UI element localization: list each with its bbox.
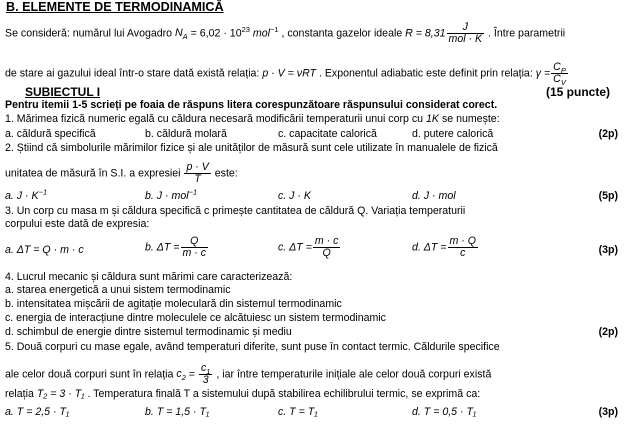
cv-sub: V — [560, 78, 566, 88]
q4-option-a[interactable]: a. starea energetică a unui sistem termodinamic — [5, 284, 231, 296]
q3-option-a[interactable]: a. ΔT = Q · m · c — [5, 244, 84, 256]
q5-text-3b: . Temperatura finală T a sistemului după stabilirea echilibrului termic, se exprimă ca: — [87, 388, 481, 400]
q3-option-d-num: m · Q — [449, 235, 476, 247]
q3-option-d[interactable] — [412, 236, 479, 259]
ideal-gas-relation: p · V = νRT — [262, 67, 317, 80]
q1-option-d[interactable]: d. putere calorică — [412, 128, 494, 140]
q2-option-c[interactable]: c. J · K — [278, 190, 311, 202]
q3-option-d-den: c — [460, 247, 466, 259]
q3-points: (3p) — [598, 244, 618, 256]
intro-relations — [5, 61, 618, 88]
avogadro-exp: 23 — [241, 24, 250, 34]
q3-option-b-den: m · c — [182, 247, 207, 259]
gas-constant-value: R = 8,31 — [405, 27, 446, 40]
q3-option-c-den: Q — [322, 247, 331, 259]
q4-option-b[interactable]: b. intensitatea mișcării de agitație moleculară din sistemul termodinamic — [5, 298, 342, 310]
q3-text-2: corpului este dată de expresia: — [5, 218, 150, 230]
intro-text-c: . Între parametrii — [488, 27, 566, 40]
avogadro-sub: A — [182, 32, 188, 42]
avogadro-value: = 6,02 · 10 — [190, 27, 242, 40]
q5-points: (3p) — [598, 406, 618, 418]
gamma-den — [551, 73, 568, 88]
q2-text-2 — [5, 162, 618, 185]
q3-option-c[interactable] — [278, 236, 341, 259]
q2-option-a-exp: −1 — [38, 187, 48, 197]
subject-title-text: SUBIECTUL I — [25, 85, 101, 99]
q2-option-b[interactable] — [145, 187, 198, 203]
q5-option-b[interactable]: b. T = 1,5 · T₁ — [145, 406, 210, 418]
q3-option-c-lbl: c. ΔT = — [278, 241, 312, 254]
q5-c2 — [176, 368, 186, 383]
subject-points: (15 puncte) — [545, 85, 610, 99]
q1-points: (2p) — [598, 128, 618, 140]
intro2-text-a: de stare ai gazului ideal într-o stare dată există relația: — [5, 67, 260, 80]
q5-c1-sub: 1 — [206, 367, 211, 377]
q2-option-a-text: a. J · K — [5, 190, 39, 202]
intro-text-b: , constanta gazelor ideale — [281, 27, 403, 40]
q4-option-d-row — [5, 326, 618, 339]
q4-text: 4. Lucrul mecanic și căldura sunt mărimi care caracterizează: — [5, 271, 293, 283]
q3-option-d-lbl: d. ΔT = — [412, 241, 447, 254]
section-title: B. ELEMENTE DE TERMODINAMICĂ — [6, 0, 224, 14]
q1-unit: 1K — [426, 113, 439, 125]
intro2-text-b: . Exponentul adiabatic este definit prin relația: — [318, 67, 533, 80]
q2-option-d[interactable]: d. J · mol — [412, 190, 456, 202]
q4-option-d[interactable]: d. schimbul de energie dintre sistemul termodinamic și mediu — [5, 326, 292, 338]
q5-temp-relation: T₂ = 3 · T₁ — [36, 388, 85, 400]
q5-text-2a: ale celor două corpuri sunt în relația — [5, 368, 174, 381]
q2-frac-num: p · V — [186, 161, 209, 173]
q2-text: 2. Știind că simbolurile mărimilor fizice și ale unităților de măsură sunt cele utilizate în manualele de fizică — [5, 142, 498, 154]
gamma-lhs: γ = — [535, 67, 551, 80]
q3-option-b-frac — [181, 236, 209, 259]
q2-text-2b: este: — [214, 167, 238, 180]
cv-symbol: C — [553, 73, 561, 85]
q5-c2-sym: c — [176, 368, 182, 381]
avogadro-symbol: N — [175, 27, 183, 40]
q1-text-a: 1. Mărimea fizică numeric egală cu căldura necesară modificării temperaturii unui corp cu — [5, 113, 424, 125]
q5-text-2b: , iar între temperaturile inițiale ale celor două corpuri există — [216, 368, 492, 381]
gamma-fraction — [551, 61, 568, 88]
q4-option-c[interactable]: c. energia de interacțiune dintre moleculele ce alcătuiesc un sistem termodinamic — [5, 312, 386, 324]
q5-text-2 — [5, 363, 618, 386]
q3-text: 3. Un corp cu masa m și căldura specifică c primește cantitatea de căldură Q. Variația temperaturii — [5, 205, 466, 217]
q4-points: (2p) — [598, 326, 618, 338]
q5-c1-fraction — [199, 363, 212, 386]
q1-text — [5, 113, 618, 126]
cp-symbol: C — [553, 61, 561, 73]
q5-text: 5. Două corpuri cu mase egale, având temperaturi diferite, sunt puse în contact termic. Căldurile specifice — [5, 341, 500, 353]
avogadro-unit: mol — [252, 27, 270, 40]
q1-text-b: se numește: — [441, 113, 500, 125]
q3-option-d-frac — [448, 236, 478, 259]
q3-option-c-num: m · c — [314, 235, 339, 247]
gas-constant-unit — [447, 22, 485, 45]
q2-text-2a: unitatea de măsură în S.I. a expresiei — [5, 167, 181, 180]
q1-option-a[interactable]: a. căldură specifică — [5, 128, 96, 140]
cp-sub: P — [560, 66, 566, 76]
q1-option-b[interactable]: b. căldură molară — [145, 128, 227, 140]
q3-option-b-num: Q — [181, 236, 209, 248]
q5-option-a[interactable]: a. T = 2,5 · T₁ — [5, 406, 70, 418]
q5-c1-den: 3 — [202, 374, 209, 386]
subject-title — [25, 86, 618, 99]
q2-option-b-text: b. J · mol — [145, 190, 189, 202]
gas-constant-unit-num: J — [447, 22, 485, 34]
q5-option-c[interactable]: c. T = T₁ — [278, 406, 318, 418]
subject-instructions: Pentru itemii 1-5 scrieți pe foaia de răspuns litera corespunzătoare răspunsului considerat corect. — [5, 99, 498, 111]
q5-option-d[interactable]: d. T = 0,5 · T₁ — [412, 406, 477, 418]
intro-constants — [5, 22, 618, 45]
gas-constant-unit-den: mol · K — [448, 33, 483, 45]
q2-frac-den: T — [194, 173, 201, 185]
q5-text-3 — [5, 388, 618, 401]
q2-fraction — [184, 162, 210, 185]
q5-c2-sub: 2 — [181, 373, 186, 383]
q3-option-b-lbl: b. ΔT = — [145, 241, 180, 254]
q5-c1-sym: c — [200, 362, 207, 374]
q2-points: (5p) — [598, 190, 618, 202]
q2-option-b-exp: −1 — [188, 187, 198, 197]
q5-text-3a: relația — [5, 388, 34, 400]
q5-eq: = — [188, 368, 195, 381]
intro-text-a: Se consideră: numărul lui Avogadro — [5, 27, 173, 40]
q3-option-b[interactable] — [145, 236, 209, 259]
q1-option-c[interactable]: c. capacitate calorică — [278, 128, 377, 140]
avogadro-unit-exp: −1 — [269, 24, 279, 34]
q3-option-c-frac — [313, 236, 341, 259]
q2-option-a[interactable] — [5, 187, 48, 203]
